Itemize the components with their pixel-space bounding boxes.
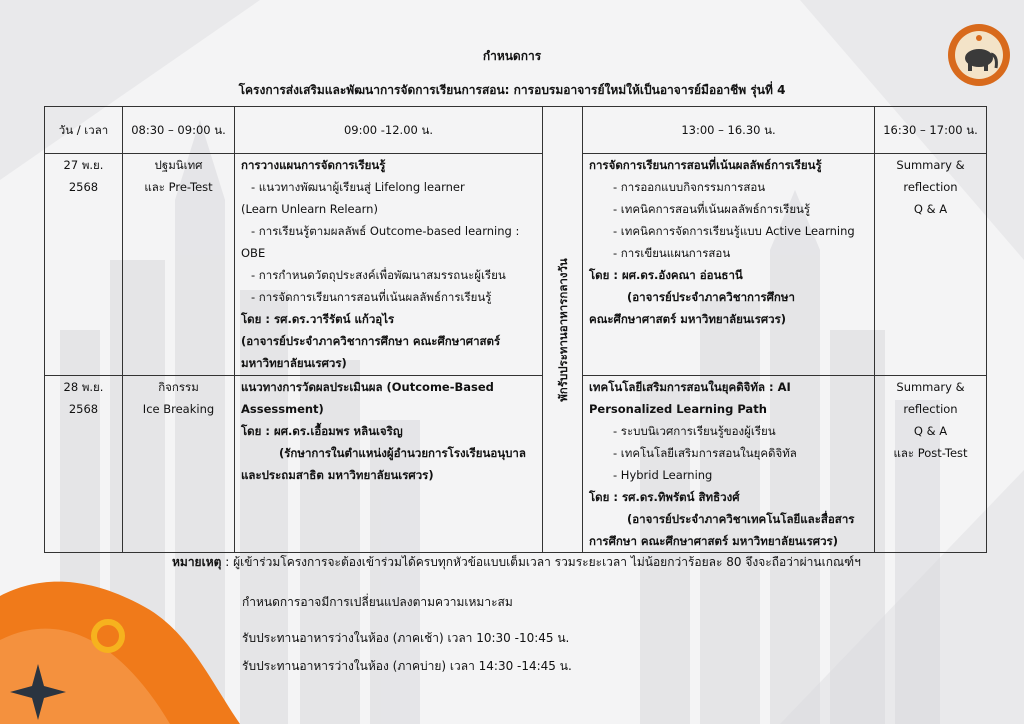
opening-line: และ Pre-Test <box>144 180 213 194</box>
closing-line: และ Post-Test <box>893 446 968 460</box>
session-line: - Hybrid Learning <box>613 468 713 482</box>
session-line: - การเรียนรู้ตามผลลัพธ์ Outcome-based learning : <box>251 224 520 238</box>
page-title: กำหนดการ <box>482 49 542 63</box>
session-line: โดย : ผศ.ดร.อังคณา อ่อนธานี <box>589 268 743 282</box>
session-line: - การออกแบบกิจกรรมการสอน <box>613 180 766 194</box>
date-line: 2568 <box>68 402 99 416</box>
session-line: (อาจารย์ประจำภาควิชาการศึกษา คณะศึกษาศาสตร์ <box>241 334 501 348</box>
schedule-table <box>44 106 987 553</box>
note-text: : ผู้เข้าร่วมโครงการจะต้องเข้าร่วมได้ครบทุกหัวข้อแบบเต็มเวลา รวมระยะเวลา ไม่น้อยกว่าร้อยละ 80 จึงจะถือว่าผ่านเกณฑ์ฯ <box>221 555 861 569</box>
session-line: การจัดการเรียนการสอนที่เน้นผลลัพธ์การเรียนรู้ <box>589 158 822 172</box>
note-label: หมายเหตุ <box>172 555 222 569</box>
session-line: - เทคนิคการสอนที่เน้นผลลัพธ์การเรียนรู้ <box>613 202 811 216</box>
closing-line: reflection <box>903 402 958 416</box>
closing-session-cell <box>875 376 987 553</box>
morning-session-cell <box>235 154 543 376</box>
session-line: - ระบบนิเวศการเรียนรู้ของผู้เรียน <box>613 424 776 438</box>
opening-session-cell <box>123 376 235 553</box>
header-day-time: วัน / เวลา <box>45 107 123 154</box>
date-line: 27 พ.ย. <box>63 158 104 172</box>
session-line: (Learn Unlearn Relearn) <box>241 202 378 216</box>
opening-line: ปฐมนิเทศ <box>154 158 203 172</box>
closing-session-cell <box>875 154 987 376</box>
date-cell <box>45 154 123 376</box>
session-line: คณะศึกษาศาสตร์ มหาวิทยาลัยนเรศวร) <box>589 312 787 326</box>
lunch-break-label: พักรับประทานอาหารกลางวัน <box>555 257 570 402</box>
opening-line: กิจกรรม <box>158 380 199 394</box>
session-line: แนวทางการวัดผลประเมินผล (Outcome-Based <box>241 380 494 394</box>
session-line: การวางแผนการจัดการเรียนรู้ <box>241 158 386 172</box>
closing-line: reflection <box>903 180 958 194</box>
session-line: - การจัดการเรียนการสอนที่เน้นผลลัพธ์การเรียนรู้ <box>251 290 492 304</box>
note-line-1 <box>172 553 861 572</box>
session-line: โดย : รศ.ดร.วารีรัตน์ แก้วอุไร <box>241 312 395 326</box>
lunch-break-cell <box>543 107 583 553</box>
note-line-3: รับประทานอาหารว่างในห้อง (ภาคเช้า) เวลา 10:30 -10:45 น. <box>242 631 570 645</box>
date-line: 28 พ.ย. <box>63 380 104 394</box>
opening-line: Ice Breaking <box>142 402 215 416</box>
session-line: Assessment) <box>241 402 324 416</box>
session-line: (อาจารย์ประจำภาควิชาการศึกษา <box>627 290 795 304</box>
session-line: - การกำหนดวัตถุประสงค์เพื่อพัฒนาสมรรถนะผู้เรียน <box>251 268 506 282</box>
session-line: และประถมสาธิต มหาวิทยาลัยนเรศวร) <box>241 468 434 482</box>
table-row <box>45 154 987 376</box>
session-line: - เทคโนโลยีเสริมการสอนในยุคดิจิทัล <box>613 446 797 460</box>
session-line: การศึกษา คณะศึกษาศาสตร์ มหาวิทยาลัยนเรศวร) <box>589 534 838 548</box>
morning-session-cell <box>235 376 543 553</box>
note-line-4: รับประทานอาหารว่างในห้อง (ภาคบ่าย) เวลา 14:30 -14:45 น. <box>242 659 572 673</box>
header-closing-time: 16:30 – 17:00 น. <box>875 107 987 154</box>
closing-line: Q & A <box>913 202 948 216</box>
session-line: - การเขียนแผนการสอน <box>613 246 731 260</box>
header-afternoon-time: 13:00 – 16.30 น. <box>583 107 875 154</box>
session-line: Personalized Learning Path <box>589 402 767 416</box>
closing-line: Q & A <box>913 424 948 438</box>
session-line: - แนวทางพัฒนาผู้เรียนสู่ Lifelong learner <box>251 180 465 194</box>
opening-session-cell <box>123 154 235 376</box>
session-line: (รักษาการในตำแหน่งผู้อำนวยการโรงเรียนอนุบาล <box>279 446 526 460</box>
session-line: โดย : รศ.ดร.ทิพรัตน์ สิทธิวงศ์ <box>589 490 740 504</box>
closing-line: Summary & <box>896 158 965 172</box>
page-subtitle: โครงการส่งเสริมและพัฒนาการจัดการเรียนการสอน: การอบรมอาจารย์ใหม่ให้เป็นอาจารย์มืออาชีพ รุ่นที่ 4 <box>238 83 786 97</box>
session-line: - เทคนิคการจัดการเรียนรู้แบบ Active Learning <box>613 224 855 238</box>
session-line: โดย : ผศ.ดร.เอื้อมพร หลินเจริญ <box>241 424 403 438</box>
date-line: 2568 <box>68 180 99 194</box>
header-morning-time: 09:00 -12.00 น. <box>235 107 543 154</box>
table-row <box>45 376 987 553</box>
note-line-2: กำหนดการอาจมีการเปลี่ยนแปลงตามความเหมาะสม <box>242 595 513 609</box>
date-cell <box>45 376 123 553</box>
session-line: มหาวิทยาลัยนเรศวร) <box>241 356 347 370</box>
afternoon-session-cell <box>583 376 875 553</box>
session-line: OBE <box>241 246 266 260</box>
header-opening-time: 08:30 – 09:00 น. <box>123 107 235 154</box>
university-logo-icon <box>946 22 1012 88</box>
closing-line: Summary & <box>896 380 965 394</box>
session-line: (อาจารย์ประจำภาควิชาเทคโนโลยีและสื่อสาร <box>627 512 855 526</box>
session-line: เทคโนโลยีเสริมการสอนในยุคดิจิทัล : AI <box>589 380 791 394</box>
afternoon-session-cell <box>583 154 875 376</box>
table-header-row <box>45 107 987 154</box>
